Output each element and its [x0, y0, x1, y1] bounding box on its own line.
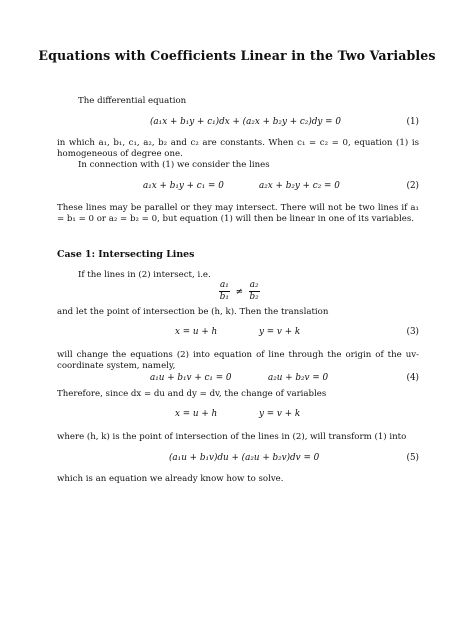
change-paragraph: will change the equations (2) into equation of line through the origin of the uv-coordinate system, namely, — [57, 350, 419, 371]
therefore-paragraph: Therefore, since dx = du and dy = dv, the change of variables — [57, 389, 327, 399]
page-title: Equations with Coefficients Linear in the Two Variables — [38, 48, 436, 63]
equation-5-body: (a₁u + b₁v)du + (a₂u + b₂v)dv = 0 — [169, 453, 320, 463]
equation-3-number: (3) — [406, 327, 419, 337]
if-paragraph: If the lines in (2) intersect, i.e. — [78, 270, 211, 280]
section-heading: Case 1: Intersecting Lines — [57, 249, 195, 260]
not-equal-sign: ≠ — [235, 286, 243, 297]
equation-4 — [57, 373, 419, 385]
change-of-variables-left: x = u + h — [175, 409, 218, 419]
where-paragraph: where (h, k) is the point of intersection of the lines in (2), will transform (1) into — [57, 432, 407, 442]
equation-4-right: a₂u + b₂v = 0 — [268, 373, 329, 383]
point-paragraph: and let the point of intersection be (h, k). Then the translation — [57, 307, 329, 317]
fraction-1 — [219, 280, 230, 303]
equation-1-body: (a₁x + b₁y + c₁)dx + (a₂x + b₂y + c₂)dy = 0 — [150, 117, 341, 127]
fraction-2-denominator: b₂ — [249, 292, 259, 302]
change-of-variables-right: y = v + k — [259, 409, 301, 419]
equation-2-number: (2) — [406, 181, 419, 191]
fraction-1-numerator: a₁ — [220, 280, 229, 290]
equation-1-number: (1) — [406, 117, 419, 127]
equation-2 — [57, 181, 419, 193]
parallel-paragraph: These lines may be parallel or they may intersect. There will not be two lines if a₁ = b₁ = 0 or a₂ = b₂ = 0, but equation (1) will then be linear in one of its variables. — [57, 203, 419, 224]
final-paragraph: which is an equation we already know how to solve. — [57, 474, 284, 484]
fraction-1-denominator: b₁ — [219, 292, 229, 302]
equation-1 — [57, 117, 419, 129]
equation-5-number: (5) — [406, 453, 419, 463]
equation-3-right: y = v + k — [259, 327, 301, 337]
fraction-2-numerator: a₂ — [249, 280, 259, 290]
equation-2-right: a₂x + b₂y + c₂ = 0 — [259, 181, 340, 191]
fraction-2 — [249, 280, 260, 303]
equation-2-left: a₁x + b₁y + c₁ = 0 — [143, 181, 224, 191]
equation-4-left: a₁u + b₁v + c₁ = 0 — [150, 373, 232, 383]
connection-paragraph: In connection with (1) we consider the lines — [78, 160, 270, 170]
equation-3 — [57, 327, 419, 339]
intro-paragraph: The differential equation — [78, 96, 187, 106]
equation-4-number: (4) — [406, 373, 419, 383]
constants-paragraph: in which a₁, b₁, c₁, a₂, b₂ and c₂ are constants. When c₁ = c₂ = 0, equation (1) is homogeneous of degree one. — [57, 138, 419, 159]
equation-3-left: x = u + h — [175, 327, 218, 337]
equation-change-of-variables — [57, 409, 419, 421]
inequality-fractions — [219, 280, 260, 303]
equation-5 — [57, 453, 419, 465]
